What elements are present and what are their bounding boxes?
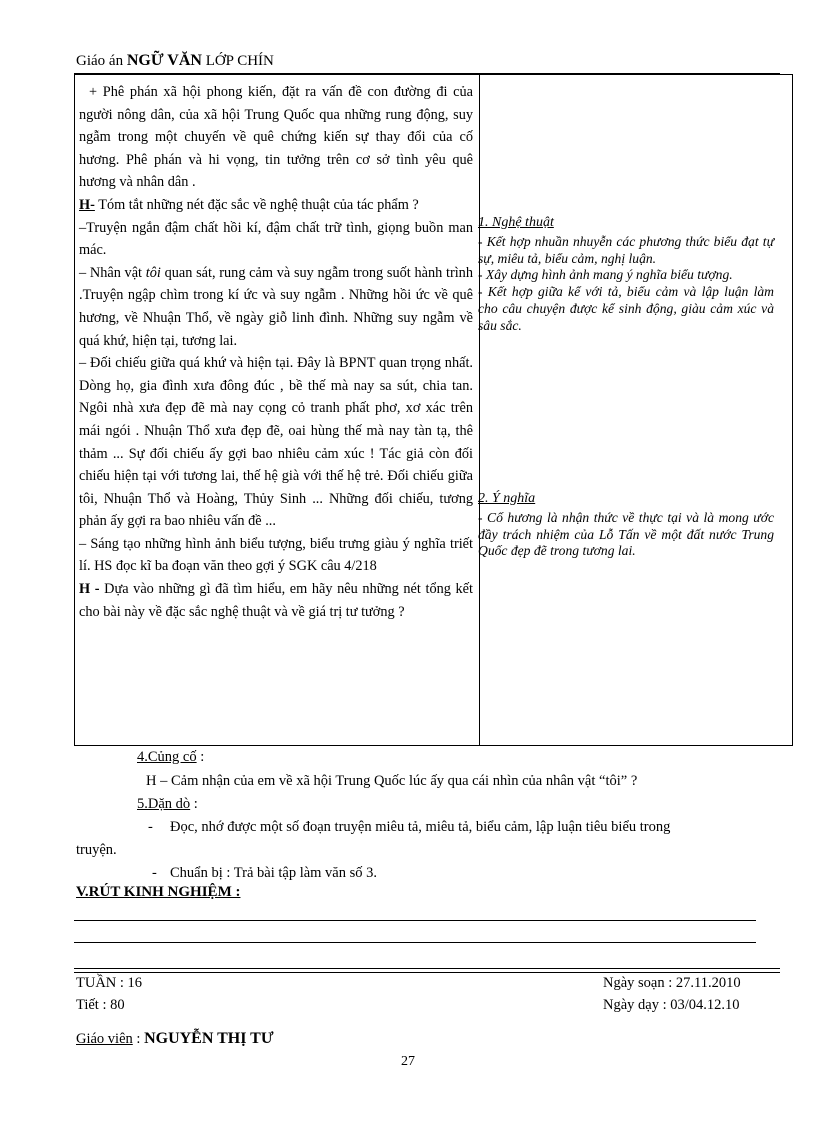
header-subject: NGỮ VĂN <box>126 52 202 69</box>
question-art <box>79 194 473 217</box>
narrator-text-b: quan sát, rung cảm và suy ngẫm trong suốt hành trình .Truyện ngập chìm trong kí ức và suy ngẫm . Những hồi ức về quê hương, về Nhuận Thổ, về ngày giỗ linh đình. Những suy ngẫm về quá khứ, hiện tại, tương lai. <box>79 264 473 349</box>
question-summary <box>79 578 473 623</box>
teacher-colon: : <box>132 1031 145 1047</box>
teacher-line <box>76 1030 274 1048</box>
footer-rule <box>74 968 780 973</box>
content-column <box>480 75 793 746</box>
period-label: Tiết : 80 <box>76 997 125 1013</box>
homework-heading <box>137 793 198 815</box>
prep-date: Ngày soạn : 27.11.2010 <box>603 975 741 991</box>
experience-title: V.RÚT KINH NGHIỆM : <box>76 884 241 900</box>
document-header <box>76 52 274 70</box>
homework-colon: : <box>190 796 198 812</box>
art-item: - Kết hợp nhuần nhuyễn các phương thức biểu đạt tự sự, miêu tả, biểu cảm, nghị luận. <box>478 233 774 266</box>
question-label: H- <box>79 196 95 213</box>
note-line <box>74 942 756 943</box>
critique-paragraph: + Phê phán xã hội phong kiến, đặt ra vấn đề con đường đi của người nông dân, của xã hội Trung Quốc qua những rung động, suy ngẫm trong một chuyến về quê chứng kiến sự thay đổi của cố hương. Phê phán và hi vọng, tin tưởng trên cơ sở tình yêu quê hương và nhân dân . <box>79 84 473 191</box>
narrator-paragraph <box>79 262 473 352</box>
meaning-section <box>478 491 774 560</box>
art-item: - Xây dựng hình ảnh mang ý nghĩa biểu tượng. <box>478 267 733 283</box>
teacher-name: NGUYỄN THỊ TƯ <box>144 1030 274 1047</box>
teach-date: Ngày dạy : 03/04.12.10 <box>603 997 740 1013</box>
consolidation-heading <box>137 746 204 768</box>
meaning-title: 2. Ý nghĩa <box>478 491 536 506</box>
narrator-text-a: – Nhân vật <box>79 264 146 281</box>
note-line <box>74 920 756 921</box>
lesson-table <box>74 74 793 746</box>
header-grade: LỚP CHÍN <box>201 53 274 69</box>
consolidation-title: 4.Củng cố <box>137 749 197 765</box>
page-number: 27 <box>401 1054 415 1069</box>
homework-dash-2: - <box>152 865 157 881</box>
consolidation-colon: : <box>196 749 205 765</box>
question-text: Tóm tắt những nét đặc sắc về nghệ thuật của tác phẩm ? <box>94 196 419 213</box>
homework-title: 5.Dặn dò <box>137 796 191 812</box>
contrast-paragraph: – Đối chiếu giữa quá khứ và hiện tại. Đây là BPNT quan trọng nhất. Dòng họ, gia đình xưa đông đúc , bề thế mà nay sa sút, chia tan. Ngôi nhà xưa đẹp đẽ mà nay cọng cỏ tranh phất phơ, xơ xác trên mái ngói . Nhuận Thổ xưa đẹp đẽ, oai hùng thế mà nay tàn tạ, thê thảm ... Sự đối chiếu ấy gợi bao nhiêu cảm xúc ! Tác giả còn đối chiếu hiện tại với tương lai, thế hệ già với thế hệ trẻ. Đối chiếu giữa tôi, Nhuận Thổ và Hoàng, Thủy Sinh ... Những đối chiếu, tương phản ấy gợi ra bao nhiêu vấn đề ... <box>79 355 473 530</box>
homework-dash-1: - <box>148 819 153 835</box>
teacher-label: Giáo viên <box>76 1031 133 1047</box>
header-prefix: Giáo án <box>76 53 127 69</box>
consolidation-question: H – Cảm nhận của em về xã hội Trung Quốc lúc ấy qua cái nhìn của nhân vật “tôi” ? <box>146 773 638 789</box>
art-item: - Kết hợp giữa kể với tả, biểu cảm và lập luận làm cho câu chuyện được kể sinh động, giàu cảm xúc và sâu sắc. <box>478 284 774 333</box>
homework-item-1: Đọc, nhớ được một số đoạn truyện miêu tả, miêu tả, biểu cảm, lập luận tiêu biểu trong <box>170 819 671 835</box>
memoir-paragraph: –Truyện ngắn đậm chất hồi kí, đậm chất trữ tình, giọng buồn man mác. <box>79 219 473 259</box>
narrator-emphasis: tôi <box>145 264 161 281</box>
week-label: TUẦN : 16 <box>76 975 143 991</box>
meaning-text: - Cố hương là nhận thức về thực tại và là mong ước đầy trách nhiệm của Lỗ Tấn về một đất nước Trung Quốc đẹp đẽ trong tương lai. <box>478 509 774 559</box>
symbol-paragraph: – Sáng tạo những hình ảnh biểu tượng, biểu trưng giàu ý nghĩa triết lí. HS đọc kĩ ba đoạn văn theo gợi ý SGK câu 4/218 <box>79 535 473 575</box>
art-section <box>478 215 774 335</box>
homework-item-2: Chuẩn bị : Trả bài tập làm văn số 3. <box>170 865 378 881</box>
art-title: 1. Nghệ thuật <box>478 215 554 230</box>
question-text: Dựa vào những gì đã tìm hiểu, em hãy nêu những nét tổng kết cho bài này về đặc sắc nghệ thuật và về giá trị tư tưởng ? <box>79 581 473 620</box>
question-label: H - <box>79 581 100 598</box>
activity-column <box>75 75 480 746</box>
homework-item-1-continued: truyện. <box>76 842 117 858</box>
